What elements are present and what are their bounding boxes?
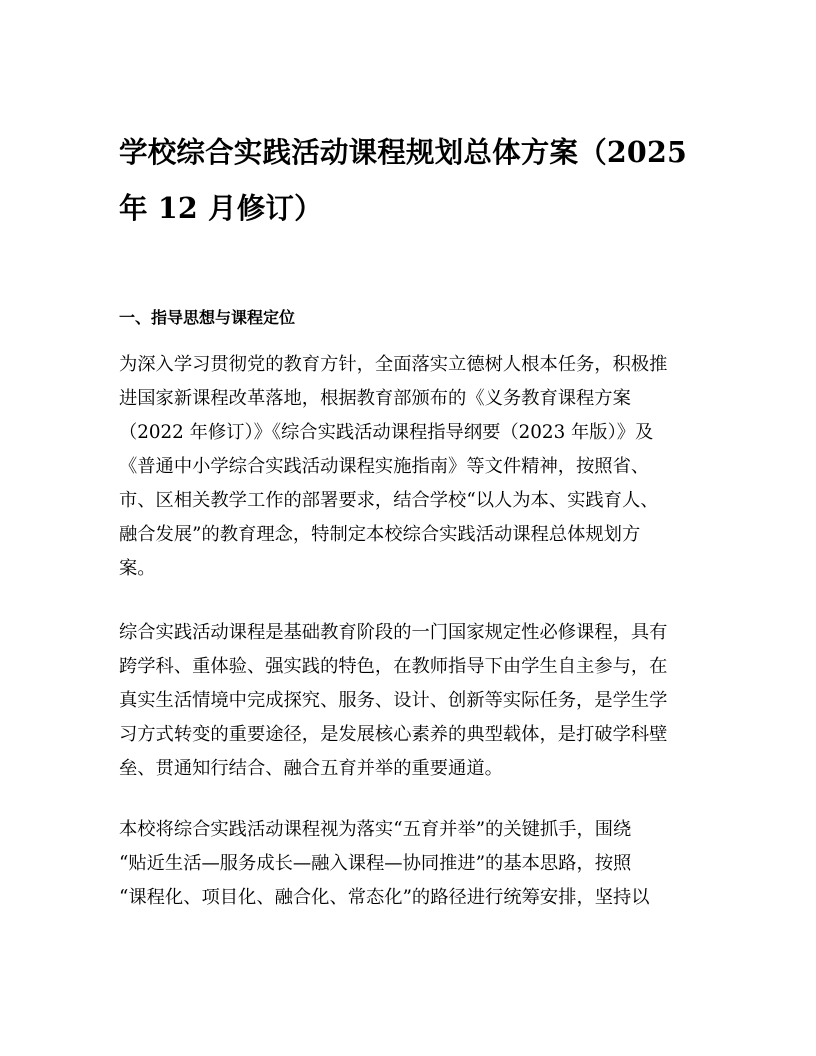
paragraph-line: 进国家新课程改革落地，根据教育部颁布的《义务教育课程方案 — [119, 388, 631, 409]
paragraph-school-approach — [119, 813, 685, 915]
paragraph-line: “贴近生活—服务成长—融入课程—协同推进”的基本思路，按照 — [119, 853, 632, 874]
section-heading: 一、指导思想与课程定位 — [119, 308, 296, 327]
paragraph-course-definition — [119, 616, 685, 786]
paragraph-line: 《普通中小学综合实践活动课程实施指南》等文件精神，按照省、 — [119, 456, 650, 477]
title-line-2: 年 12 月修订） — [119, 191, 323, 225]
paragraph-line: “课程化、项目化、融合化、常态化”的路径进行统筹安排，坚持以 — [119, 887, 650, 908]
paragraph-line: 为深入学习贯彻党的教育方针，全面落实立德树人根本任务，积极推 — [119, 354, 668, 375]
paragraph-line: 垒、贯通知行结合、融合五育并举的重要通道。 — [119, 758, 503, 779]
paragraph-line: 融合发展”的教育理念，特制定本校综合实践活动课程总体规划方 — [119, 524, 641, 545]
paragraph-line: 市、区相关教学工作的部署要求，结合学校“以人为本、实践育人、 — [119, 490, 659, 511]
paragraph-line: 跨学科、重体验、强实践的特色，在教师指导下由学生自主参与，在 — [119, 656, 668, 677]
title-line-1: 学校综合实践活动课程规划总体方案（2025 — [119, 135, 688, 169]
paragraph-guiding-ideology — [119, 348, 685, 586]
paragraph-line: （2022 年修订）》《综合实践活动课程指导纲要（2023 年版）》及 — [119, 422, 654, 443]
paragraph-line: 案。 — [119, 558, 156, 579]
document-title — [119, 124, 699, 236]
paragraph-line: 习方式转变的重要途径，是发展核心素养的典型载体，是打破学科壁 — [119, 724, 668, 745]
paragraph-line: 本校将综合实践活动课程视为落实“五育并举”的关键抓手，围绕 — [119, 819, 632, 840]
paragraph-line: 综合实践活动课程是基础教育阶段的一门国家规定性必修课程，具有 — [119, 622, 668, 643]
paragraph-line: 真实生活情境中完成探究、服务、设计、创新等实际任务，是学生学 — [119, 690, 668, 711]
